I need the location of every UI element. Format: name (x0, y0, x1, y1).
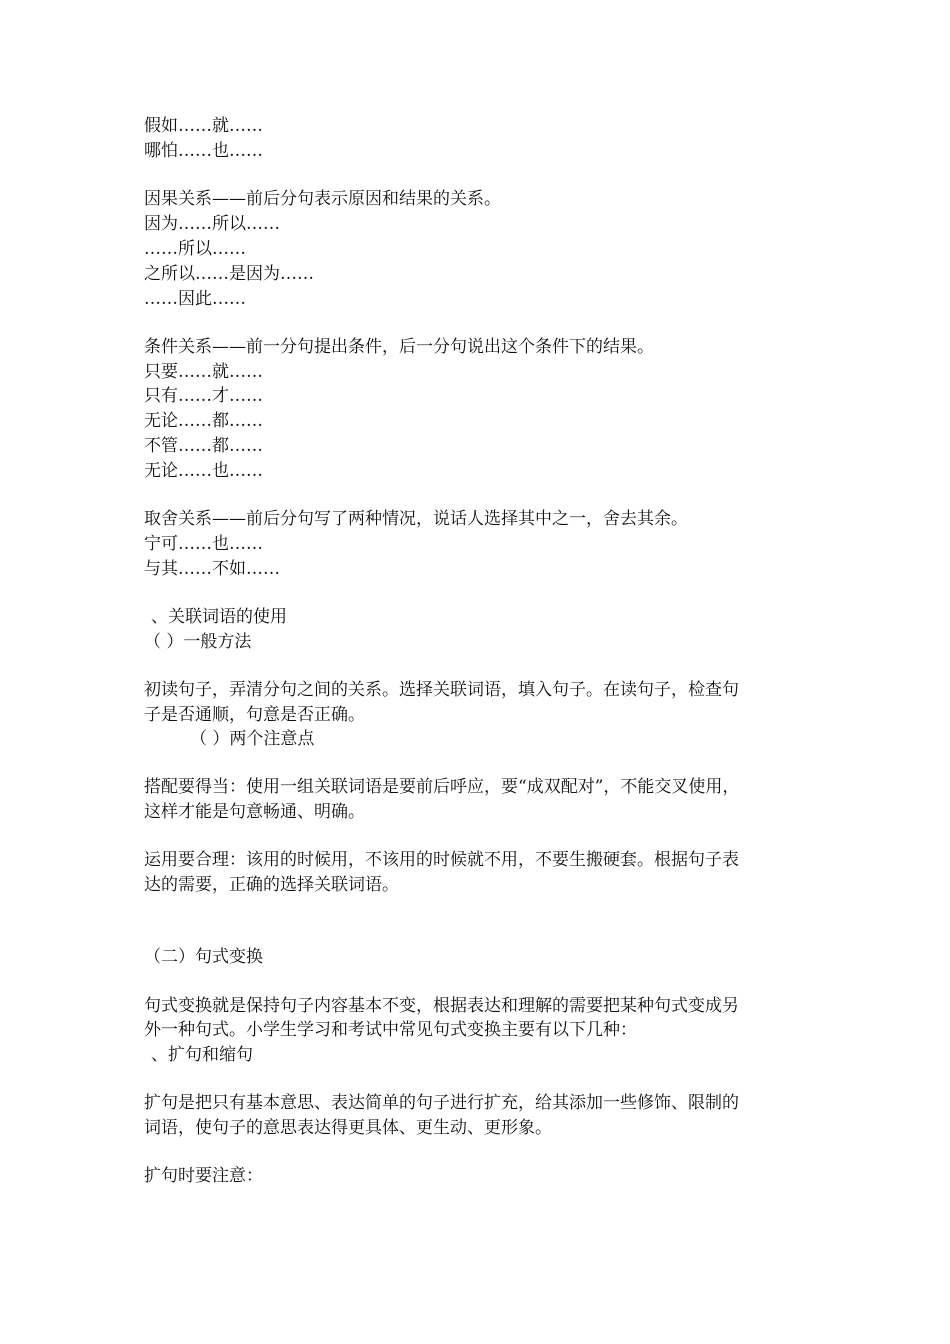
paragraph-line: 句式变换就是保持句子内容基本不变，根据表达和理解的需要把某种句式变成另 (144, 996, 739, 1016)
text-line: 只有……才…… (144, 386, 263, 406)
paragraph-line: 扩句时要注意： (144, 1166, 263, 1186)
text-line: ……因此…… (144, 289, 246, 309)
section-heading: 条件关系——前一分句提出条件，后一分句说出这个条件下的结果。 (144, 337, 654, 357)
text-line: 哪怕……也…… (144, 141, 263, 161)
paragraph-line: 达的需要，正确的选择关联词语。 (144, 875, 399, 895)
subsection-heading: 、关联词语的使用 (151, 607, 287, 627)
text-line: 宁可……也…… (144, 534, 263, 554)
subsection-heading: 、扩句和缩句 (151, 1045, 253, 1065)
paragraph-line: 词语，使句子的意思表达得更具体、更生动、更形象。 (144, 1118, 552, 1138)
subsection-heading: （ ）两个注意点 (190, 729, 315, 749)
text-line: 无论……也…… (144, 461, 263, 481)
text-line: 无论……都…… (144, 411, 263, 431)
text-line: 假如……就…… (144, 116, 263, 136)
text-line: 与其……不如…… (144, 559, 280, 579)
paragraph-line: 外一种句式。小学生学习和考试中常见句式变换主要有以下几种： (144, 1020, 637, 1040)
subsection-heading: （ ）一般方法 (144, 632, 252, 652)
chapter-heading: （二）句式变换 (144, 947, 263, 967)
section-heading: 因果关系——前后分句表示原因和结果的关系。 (144, 189, 501, 209)
text-line: 不管……都…… (144, 436, 263, 456)
paragraph-line: 扩句是把只有基本意思、表达简单的句子进行扩充，给其添加一些修饰、限制的 (144, 1093, 739, 1113)
paragraph-line: 子是否通顺，句意是否正确。 (144, 705, 365, 725)
paragraph-line: 初读句子，弄清分句之间的关系。选择关联词语，填入句子。在读句子，检查句 (144, 680, 739, 700)
text-line: 之所以……是因为…… (144, 264, 314, 284)
section-heading: 取舍关系——前后分句写了两种情况，说话人选择其中之一，舍去其余。 (144, 509, 688, 529)
text-line: 只要……就…… (144, 362, 263, 382)
paragraph-line: 运用要合理：该用的时候用，不该用的时候就不用，不要生搬硬套。根据句子表 (144, 850, 739, 870)
paragraph-line: 这样才能是句意畅通、明确。 (144, 802, 365, 822)
text-line: 因为……所以…… (144, 214, 280, 234)
paragraph-line: 搭配要得当：使用一组关联词语是要前后呼应，要“成双配对”，不能交叉使用， (144, 777, 740, 797)
text-line: ……所以…… (144, 239, 246, 259)
